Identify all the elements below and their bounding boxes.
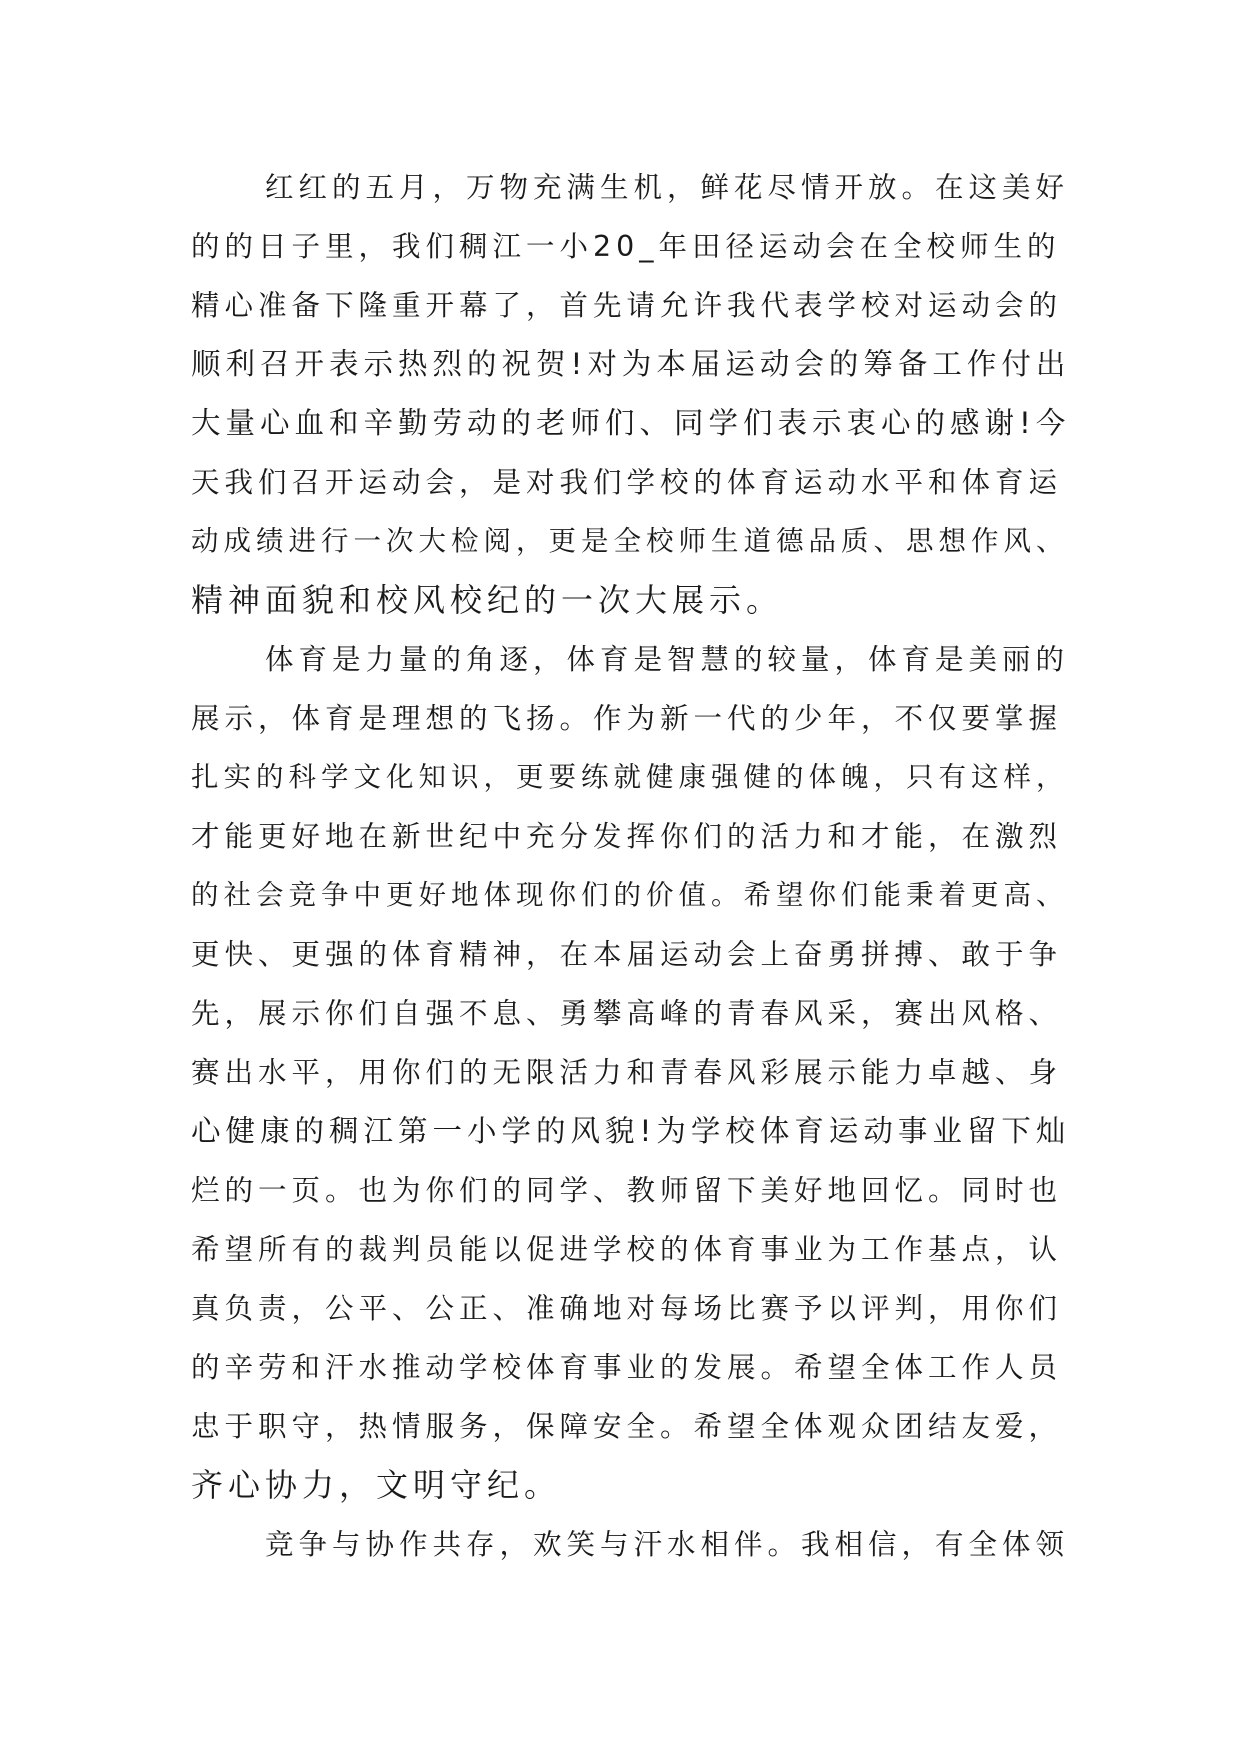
text-line: 体育是力量的角逐，体育是智慧的较量，体育是美丽的 bbox=[265, 643, 1070, 676]
paragraph-1 bbox=[191, 158, 1071, 630]
paragraph-2 bbox=[191, 630, 1071, 1515]
text-line: 才能更好地在新世纪中充分发挥你们的活力和才能，在激烈 bbox=[191, 820, 1063, 853]
document-body bbox=[191, 158, 1071, 1574]
text-line: 动成绩进行一次大检阅，更是全校师生道德品质、思想作风、 bbox=[191, 525, 1069, 557]
paragraph-3 bbox=[191, 1515, 1071, 1574]
text-line: 先，展示你们自强不息、勇攀高峰的青春风采，赛出风格、 bbox=[191, 997, 1063, 1030]
text-line: 烂的一页。也为你们的同学、教师留下美好地回忆。同时也 bbox=[191, 1174, 1063, 1207]
text-line: 的社会竞争中更好地体现你们的价值。希望你们能秉着更高、 bbox=[191, 879, 1069, 911]
text-line: 忠于职守，热情服务，保障安全。希望全体观众团结友爱， bbox=[191, 1410, 1063, 1443]
text-line: 红红的五月，万物充满生机，鲜花尽情开放。在这美好 bbox=[265, 171, 1070, 204]
text-line: 齐心协力，文明守纪。 bbox=[191, 1466, 562, 1504]
text-line: 天我们召开运动会，是对我们学校的体育运动水平和体育运 bbox=[191, 466, 1063, 499]
text-line: 精神面貌和校风校纪的一次大展示。 bbox=[191, 581, 784, 619]
text-line: 竞争与协作共存，欢笑与汗水相伴。我相信，有全体领 bbox=[265, 1528, 1070, 1561]
text-line: 展示，体育是理想的飞扬。作为新一代的少年，不仅要掌握 bbox=[191, 702, 1063, 735]
text-line: 心健康的稠江第一小学的风貌!为学校体育运动事业留下灿 bbox=[191, 1114, 1071, 1148]
text-line: 精心准备下隆重开幕了，首先请允许我代表学校对运动会的 bbox=[191, 289, 1063, 322]
text-line: 大量心血和辛勤劳动的老师们、同学们表示衷心的感谢!今 bbox=[191, 406, 1071, 440]
text-line: 赛出水平，用你们的无限活力和青春风彩展示能力卓越、身 bbox=[191, 1056, 1063, 1089]
text-line: 更快、更强的体育精神，在本届运动会上奋勇拼搏、敢于争 bbox=[191, 938, 1063, 971]
text-line: 的辛劳和汗水推动学校体育事业的发展。希望全体工作人员 bbox=[191, 1351, 1063, 1384]
text-line: 真负责，公平、公正、准确地对每场比赛予以评判，用你们 bbox=[191, 1292, 1063, 1325]
text-line: 扎实的科学文化知识，更要练就健康强健的体魄，只有这样， bbox=[191, 761, 1069, 793]
text-line: 顺利召开表示热烈的祝贺!对为本届运动会的筹备工作付出 bbox=[191, 347, 1071, 381]
text-line: 希望所有的裁判员能以促进学校的体育事业为工作基点，认 bbox=[191, 1233, 1063, 1266]
text-line: 的的日子里，我们稠江一小20_年田径运动会在全校师生的 bbox=[191, 230, 1061, 263]
